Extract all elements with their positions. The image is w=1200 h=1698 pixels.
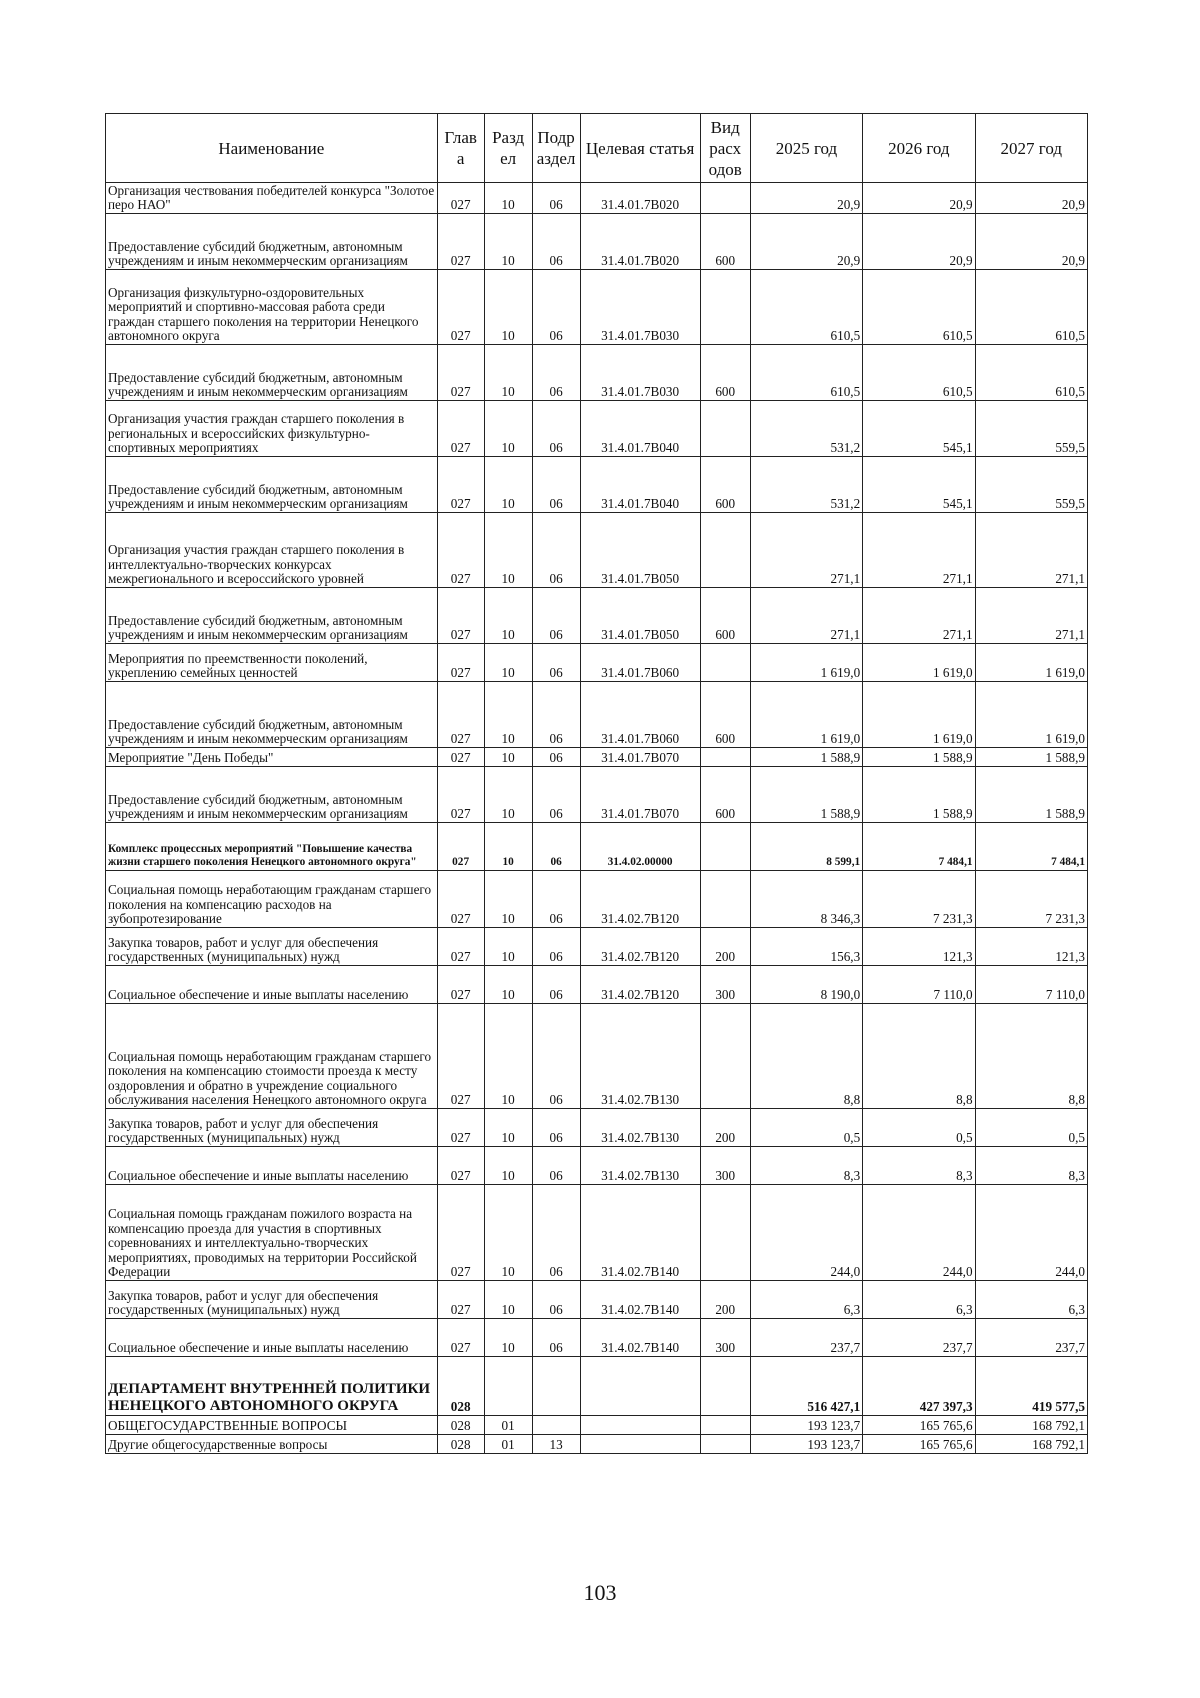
header-glava: Глав а xyxy=(437,114,484,183)
row-glava: 027 xyxy=(437,1147,484,1185)
row-amount-2026: 545,1 xyxy=(863,401,975,457)
row-glava: 028 xyxy=(437,1416,484,1435)
row-razdel: 10 xyxy=(484,682,532,748)
table-row xyxy=(106,1109,1088,1147)
row-amount-2027: 20,9 xyxy=(975,214,1087,270)
row-expense-type xyxy=(700,1004,750,1109)
row-glava: 028 xyxy=(437,1435,484,1454)
row-expense-type xyxy=(700,1416,750,1435)
row-glava: 027 xyxy=(437,1281,484,1319)
row-amount-2027: 559,5 xyxy=(975,457,1087,513)
table-row xyxy=(106,183,1088,214)
row-amount-2027: 244,0 xyxy=(975,1185,1087,1281)
row-target-article: 31.4.01.7В070 xyxy=(580,767,700,823)
row-amount-2025: 20,9 xyxy=(750,214,862,270)
header-year-2027: 2027 год xyxy=(975,114,1087,183)
table-row xyxy=(106,682,1088,748)
table-row xyxy=(106,1185,1088,1281)
row-target-article: 31.4.02.7В130 xyxy=(580,1147,700,1185)
row-target-article: 31.4.01.7В060 xyxy=(580,682,700,748)
row-amount-2025: 193 123,7 xyxy=(750,1435,862,1454)
row-expense-type xyxy=(700,644,750,682)
row-expense-type xyxy=(700,1185,750,1281)
row-amount-2025: 1 588,9 xyxy=(750,748,862,767)
row-target-article: 31.4.02.7В140 xyxy=(580,1319,700,1357)
row-target-article: 31.4.01.7В070 xyxy=(580,748,700,767)
row-amount-2026: 1 588,9 xyxy=(863,767,975,823)
row-razdel: 10 xyxy=(484,513,532,588)
row-target-article: 31.4.01.7В050 xyxy=(580,513,700,588)
row-name: ОБЩЕГОСУДАРСТВЕННЫЕ ВОПРОСЫ xyxy=(106,1416,438,1435)
row-podrazdel: 06 xyxy=(532,682,580,748)
table-row xyxy=(106,1319,1088,1357)
row-razdel: 10 xyxy=(484,214,532,270)
row-amount-2026: 7 484,1 xyxy=(863,823,975,871)
row-name: Предоставление субсидий бюджетным, автономным учреждениям и иным некоммерческим организациям xyxy=(106,767,438,823)
table-row xyxy=(106,966,1088,1004)
table-row xyxy=(106,513,1088,588)
row-glava: 027 xyxy=(437,588,484,644)
row-name: Закупка товаров, работ и услуг для обеспечения государственных (муниципальных) нужд xyxy=(106,1281,438,1319)
table-row xyxy=(106,1147,1088,1185)
row-name: ДЕПАРТАМЕНТ ВНУТРЕННЕЙ ПОЛИТИКИ НЕНЕЦКОГО АВТОНОМНОГО ОКРУГА xyxy=(106,1357,438,1416)
row-glava: 027 xyxy=(437,214,484,270)
row-podrazdel: 06 xyxy=(532,513,580,588)
row-glava: 027 xyxy=(437,823,484,871)
row-expense-type xyxy=(700,1357,750,1416)
row-razdel: 10 xyxy=(484,588,532,644)
row-name: Предоставление субсидий бюджетным, автономным учреждениям и иным некоммерческим организациям xyxy=(106,457,438,513)
row-amount-2027: 7 484,1 xyxy=(975,823,1087,871)
row-amount-2027: 20,9 xyxy=(975,183,1087,214)
row-expense-type: 200 xyxy=(700,1109,750,1147)
row-amount-2025: 8,8 xyxy=(750,1004,862,1109)
row-amount-2027: 7 110,0 xyxy=(975,966,1087,1004)
row-podrazdel: 06 xyxy=(532,1109,580,1147)
row-expense-type xyxy=(700,270,750,345)
row-podrazdel: 06 xyxy=(532,588,580,644)
row-amount-2025: 1 619,0 xyxy=(750,644,862,682)
row-expense-type: 600 xyxy=(700,588,750,644)
row-amount-2025: 244,0 xyxy=(750,1185,862,1281)
row-glava: 027 xyxy=(437,1319,484,1357)
row-amount-2027: 1 619,0 xyxy=(975,644,1087,682)
table-row xyxy=(106,1357,1088,1416)
row-amount-2027: 8,8 xyxy=(975,1004,1087,1109)
row-amount-2025: 516 427,1 xyxy=(750,1357,862,1416)
row-expense-type xyxy=(700,823,750,871)
row-glava: 027 xyxy=(437,767,484,823)
row-podrazdel: 06 xyxy=(532,1281,580,1319)
table-row xyxy=(106,928,1088,966)
row-amount-2027: 1 588,9 xyxy=(975,767,1087,823)
row-name: Мероприятия по преемственности поколений, укреплению семейных ценностей xyxy=(106,644,438,682)
row-target-article: 31.4.02.7В120 xyxy=(580,966,700,1004)
table-header-row xyxy=(106,114,1088,183)
row-amount-2025: 6,3 xyxy=(750,1281,862,1319)
row-amount-2025: 1 619,0 xyxy=(750,682,862,748)
table-row xyxy=(106,214,1088,270)
row-glava: 027 xyxy=(437,748,484,767)
row-name: Организация участия граждан старшего поколения в региональных и всероссийских физкультурно-спортивных мероприятиях xyxy=(106,401,438,457)
row-target-article: 31.4.01.7В060 xyxy=(580,644,700,682)
row-target-article: 31.4.01.7В040 xyxy=(580,401,700,457)
row-name: Социальное обеспечение и иные выплаты населению xyxy=(106,1319,438,1357)
page-number: 103 xyxy=(583,1580,617,1605)
row-name: Предоставление субсидий бюджетным, автономным учреждениям и иным некоммерческим организациям xyxy=(106,345,438,401)
header-year-2026: 2026 год xyxy=(863,114,975,183)
table-row xyxy=(106,457,1088,513)
row-amount-2026: 20,9 xyxy=(863,214,975,270)
row-expense-type: 600 xyxy=(700,214,750,270)
row-glava: 028 xyxy=(437,1357,484,1416)
row-target-article: 31.4.01.7В020 xyxy=(580,183,700,214)
row-amount-2027: 559,5 xyxy=(975,401,1087,457)
row-expense-type: 600 xyxy=(700,682,750,748)
row-expense-type: 300 xyxy=(700,1319,750,1357)
row-podrazdel: 06 xyxy=(532,928,580,966)
row-razdel: 10 xyxy=(484,457,532,513)
row-amount-2026: 165 765,6 xyxy=(863,1416,975,1435)
row-target-article: 31.4.01.7В050 xyxy=(580,588,700,644)
row-glava: 027 xyxy=(437,513,484,588)
row-name: Предоставление субсидий бюджетным, автономным учреждениям и иным некоммерческим организациям xyxy=(106,682,438,748)
row-amount-2025: 20,9 xyxy=(750,183,862,214)
row-podrazdel: 06 xyxy=(532,457,580,513)
row-razdel: 10 xyxy=(484,767,532,823)
row-amount-2026: 237,7 xyxy=(863,1319,975,1357)
row-razdel: 10 xyxy=(484,928,532,966)
row-name: Другие общегосударственные вопросы xyxy=(106,1435,438,1454)
row-amount-2026: 20,9 xyxy=(863,183,975,214)
row-razdel: 10 xyxy=(484,871,532,928)
row-target-article: 31.4.02.00000 xyxy=(580,823,700,871)
row-amount-2025: 193 123,7 xyxy=(750,1416,862,1435)
row-podrazdel: 06 xyxy=(532,871,580,928)
row-expense-type: 600 xyxy=(700,767,750,823)
row-expense-type xyxy=(700,183,750,214)
table-row xyxy=(106,345,1088,401)
row-name: Комплекс процессных мероприятий "Повышение качества жизни старшего поколения Ненецкого автономного округа" xyxy=(106,823,438,871)
row-amount-2027: 271,1 xyxy=(975,588,1087,644)
row-amount-2025: 531,2 xyxy=(750,457,862,513)
header-year-2025: 2025 год xyxy=(750,114,862,183)
row-amount-2027: 610,5 xyxy=(975,270,1087,345)
row-podrazdel: 13 xyxy=(532,1435,580,1454)
row-target-article: 31.4.02.7В120 xyxy=(580,928,700,966)
table-row xyxy=(106,1004,1088,1109)
row-amount-2026: 8,3 xyxy=(863,1147,975,1185)
row-amount-2025: 1 588,9 xyxy=(750,767,862,823)
row-expense-type xyxy=(700,871,750,928)
row-target-article xyxy=(580,1435,700,1454)
row-expense-type: 300 xyxy=(700,1147,750,1185)
row-podrazdel: 06 xyxy=(532,1185,580,1281)
row-amount-2026: 610,5 xyxy=(863,345,975,401)
row-target-article: 31.4.02.7В140 xyxy=(580,1281,700,1319)
row-amount-2026: 6,3 xyxy=(863,1281,975,1319)
row-amount-2027: 271,1 xyxy=(975,513,1087,588)
row-podrazdel: 06 xyxy=(532,183,580,214)
row-amount-2026: 244,0 xyxy=(863,1185,975,1281)
row-expense-type: 200 xyxy=(700,928,750,966)
row-razdel: 10 xyxy=(484,183,532,214)
row-glava: 027 xyxy=(437,966,484,1004)
row-amount-2025: 0,5 xyxy=(750,1109,862,1147)
row-name: Закупка товаров, работ и услуг для обеспечения государственных (муниципальных) нужд xyxy=(106,928,438,966)
row-name: Социальная помощь неработающим гражданам старшего поколения на компенсацию стоимости проезда к месту оздоровления и обратно в учреждение социального обслуживания населения Ненецкого автономного округа xyxy=(106,1004,438,1109)
row-podrazdel xyxy=(532,1357,580,1416)
table-row xyxy=(106,588,1088,644)
row-name: Социальная помощь неработающим гражданам старшего поколения на компенсацию расходов на зубопротезирование xyxy=(106,871,438,928)
row-amount-2025: 8,3 xyxy=(750,1147,862,1185)
row-expense-type xyxy=(700,748,750,767)
row-target-article xyxy=(580,1416,700,1435)
header-podrazdel: Подр аздел xyxy=(532,114,580,183)
row-amount-2025: 237,7 xyxy=(750,1319,862,1357)
table-body xyxy=(106,183,1088,1454)
row-amount-2026: 7 231,3 xyxy=(863,871,975,928)
row-razdel: 10 xyxy=(484,748,532,767)
row-podrazdel: 06 xyxy=(532,214,580,270)
row-razdel: 10 xyxy=(484,1185,532,1281)
row-target-article xyxy=(580,1357,700,1416)
row-razdel: 10 xyxy=(484,345,532,401)
row-name: Организация чествования победителей конкурса "Золотое перо НАО" xyxy=(106,183,438,214)
table-row xyxy=(106,1281,1088,1319)
row-name: Предоставление субсидий бюджетным, автономным учреждениям и иным некоммерческим организациям xyxy=(106,214,438,270)
row-amount-2025: 271,1 xyxy=(750,588,862,644)
row-target-article: 31.4.01.7В040 xyxy=(580,457,700,513)
row-target-article: 31.4.02.7В120 xyxy=(580,871,700,928)
row-glava: 027 xyxy=(437,1185,484,1281)
header-razdel: Разд ел xyxy=(484,114,532,183)
row-amount-2026: 271,1 xyxy=(863,588,975,644)
row-amount-2026: 1 588,9 xyxy=(863,748,975,767)
row-razdel: 10 xyxy=(484,1004,532,1109)
row-amount-2025: 531,2 xyxy=(750,401,862,457)
row-amount-2026: 545,1 xyxy=(863,457,975,513)
table-row xyxy=(106,644,1088,682)
row-podrazdel: 06 xyxy=(532,767,580,823)
row-target-article: 31.4.01.7В030 xyxy=(580,345,700,401)
row-podrazdel: 06 xyxy=(532,644,580,682)
table-row xyxy=(106,401,1088,457)
row-target-article: 31.4.02.7В140 xyxy=(580,1185,700,1281)
row-razdel xyxy=(484,1357,532,1416)
row-podrazdel: 06 xyxy=(532,1004,580,1109)
row-amount-2026: 1 619,0 xyxy=(863,682,975,748)
row-amount-2025: 8 190,0 xyxy=(750,966,862,1004)
row-razdel: 10 xyxy=(484,401,532,457)
row-amount-2025: 610,5 xyxy=(750,345,862,401)
row-expense-type: 600 xyxy=(700,345,750,401)
row-amount-2026: 271,1 xyxy=(863,513,975,588)
row-expense-type: 600 xyxy=(700,457,750,513)
row-name: Социальное обеспечение и иные выплаты населению xyxy=(106,966,438,1004)
row-glava: 027 xyxy=(437,644,484,682)
header-target-article: Целевая статья xyxy=(580,114,700,183)
row-amount-2026: 7 110,0 xyxy=(863,966,975,1004)
row-podrazdel: 06 xyxy=(532,1147,580,1185)
table-row xyxy=(106,823,1088,871)
row-name: Закупка товаров, работ и услуг для обеспечения государственных (муниципальных) нужд xyxy=(106,1109,438,1147)
row-razdel: 10 xyxy=(484,1319,532,1357)
row-glava: 027 xyxy=(437,345,484,401)
row-amount-2027: 7 231,3 xyxy=(975,871,1087,928)
row-glava: 027 xyxy=(437,270,484,345)
row-amount-2027: 610,5 xyxy=(975,345,1087,401)
row-expense-type xyxy=(700,401,750,457)
row-amount-2026: 165 765,6 xyxy=(863,1435,975,1454)
row-glava: 027 xyxy=(437,682,484,748)
row-razdel: 01 xyxy=(484,1435,532,1454)
row-amount-2027: 1 619,0 xyxy=(975,682,1087,748)
row-razdel: 10 xyxy=(484,1147,532,1185)
row-name: Предоставление субсидий бюджетным, автономным учреждениям и иным некоммерческим организациям xyxy=(106,588,438,644)
row-name: Социальная помощь гражданам пожилого возраста на компенсацию проезда для участия в спортивных соревнованиях и интеллектуально-творческих мероприятиях, проводимых на территории Российской Федерации xyxy=(106,1185,438,1281)
row-amount-2025: 8 599,1 xyxy=(750,823,862,871)
row-amount-2027: 419 577,5 xyxy=(975,1357,1087,1416)
row-target-article: 31.4.02.7В130 xyxy=(580,1109,700,1147)
row-amount-2027: 6,3 xyxy=(975,1281,1087,1319)
row-target-article: 31.4.02.7В130 xyxy=(580,1004,700,1109)
row-amount-2025: 271,1 xyxy=(750,513,862,588)
row-amount-2026: 8,8 xyxy=(863,1004,975,1109)
table-row xyxy=(106,270,1088,345)
row-amount-2027: 0,5 xyxy=(975,1109,1087,1147)
table-row xyxy=(106,748,1088,767)
row-glava: 027 xyxy=(437,183,484,214)
row-glava: 027 xyxy=(437,457,484,513)
row-podrazdel: 06 xyxy=(532,270,580,345)
budget-table-container xyxy=(105,113,1088,1454)
row-amount-2027: 237,7 xyxy=(975,1319,1087,1357)
row-podrazdel: 06 xyxy=(532,748,580,767)
row-name: Организация физкультурно-оздоровительных мероприятий и спортивно-массовая работа среди граждан старшего поколения на территории Ненецкого автономного округа xyxy=(106,270,438,345)
row-amount-2026: 610,5 xyxy=(863,270,975,345)
row-target-article: 31.4.01.7В030 xyxy=(580,270,700,345)
budget-table xyxy=(105,113,1088,1454)
row-amount-2026: 1 619,0 xyxy=(863,644,975,682)
header-expense-type: Вид расх одов xyxy=(700,114,750,183)
table-row xyxy=(106,767,1088,823)
table-row xyxy=(106,871,1088,928)
row-target-article: 31.4.01.7В020 xyxy=(580,214,700,270)
row-glava: 027 xyxy=(437,871,484,928)
row-podrazdel: 06 xyxy=(532,345,580,401)
row-podrazdel: 06 xyxy=(532,966,580,1004)
row-amount-2027: 168 792,1 xyxy=(975,1435,1087,1454)
row-razdel: 10 xyxy=(484,966,532,1004)
row-razdel: 01 xyxy=(484,1416,532,1435)
row-glava: 027 xyxy=(437,928,484,966)
row-razdel: 10 xyxy=(484,270,532,345)
row-amount-2025: 8 346,3 xyxy=(750,871,862,928)
row-podrazdel xyxy=(532,1416,580,1435)
row-amount-2027: 121,3 xyxy=(975,928,1087,966)
row-amount-2025: 610,5 xyxy=(750,270,862,345)
row-name: Мероприятие "День Победы" xyxy=(106,748,438,767)
row-razdel: 10 xyxy=(484,644,532,682)
row-glava: 027 xyxy=(437,401,484,457)
row-name: Социальное обеспечение и иные выплаты населению xyxy=(106,1147,438,1185)
row-amount-2026: 427 397,3 xyxy=(863,1357,975,1416)
row-podrazdel: 06 xyxy=(532,823,580,871)
row-expense-type xyxy=(700,513,750,588)
header-name: Наименование xyxy=(106,114,438,183)
row-glava: 027 xyxy=(437,1004,484,1109)
row-amount-2027: 8,3 xyxy=(975,1147,1087,1185)
table-row xyxy=(106,1416,1088,1435)
row-expense-type xyxy=(700,1435,750,1454)
row-amount-2027: 168 792,1 xyxy=(975,1416,1087,1435)
row-amount-2026: 0,5 xyxy=(863,1109,975,1147)
row-glava: 027 xyxy=(437,1109,484,1147)
row-expense-type: 200 xyxy=(700,1281,750,1319)
row-razdel: 10 xyxy=(484,1109,532,1147)
row-amount-2026: 121,3 xyxy=(863,928,975,966)
row-podrazdel: 06 xyxy=(532,1319,580,1357)
table-row xyxy=(106,1435,1088,1454)
row-razdel: 10 xyxy=(484,823,532,871)
row-amount-2025: 156,3 xyxy=(750,928,862,966)
row-name: Организация участия граждан старшего поколения в интеллектуально-творческих конкурсах межрегионального и всероссийского уровней xyxy=(106,513,438,588)
row-razdel: 10 xyxy=(484,1281,532,1319)
row-expense-type: 300 xyxy=(700,966,750,1004)
row-amount-2027: 1 588,9 xyxy=(975,748,1087,767)
row-podrazdel: 06 xyxy=(532,401,580,457)
